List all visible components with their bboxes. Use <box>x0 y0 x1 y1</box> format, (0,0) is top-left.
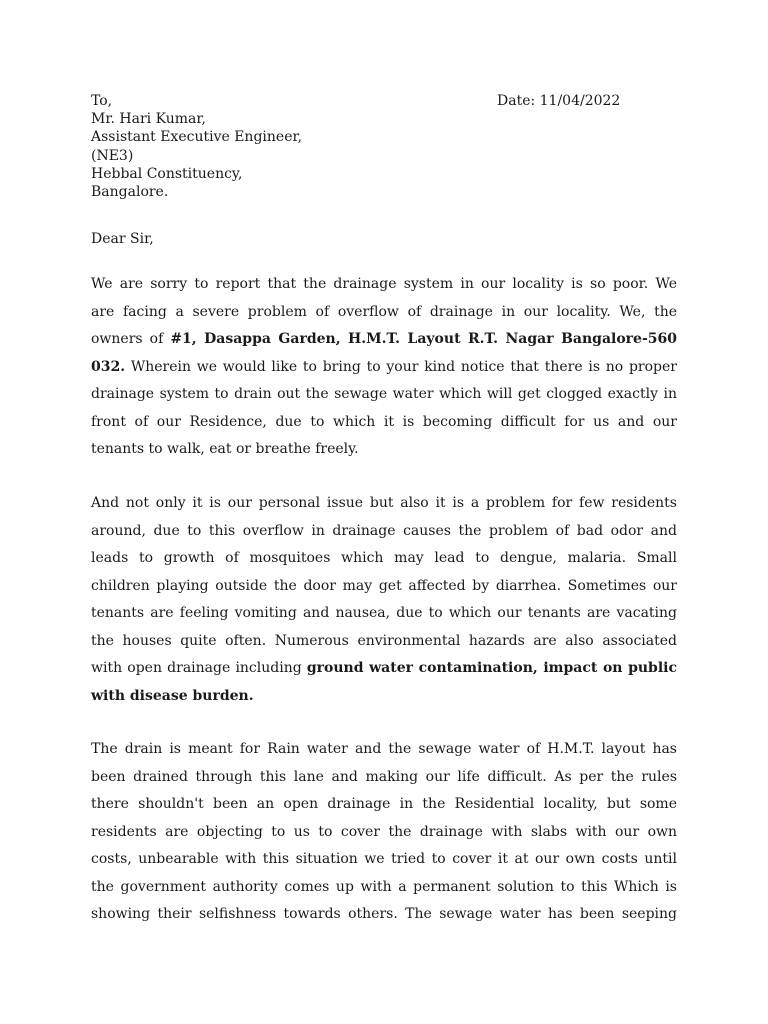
recipient-constituency: Hebbal Constituency, <box>91 165 243 182</box>
text-run: with open drainage including <box>91 660 307 676</box>
text-line: tenants to walk, eat or breathe freely. <box>91 441 359 457</box>
address-bold: #1, Dasappa Garden, H.M.T. Layout R.T. Nagar Bangalore-560 <box>170 331 677 347</box>
text-line <box>91 655 677 683</box>
text-line: with disease burden. <box>91 687 254 704</box>
text-line: residents are objecting to us to cover the drainage with slabs with our own <box>91 823 677 840</box>
recipient-address-block <box>91 92 491 201</box>
text-line: showing their selfishness towards others. The sewage water has been seeping <box>91 906 677 922</box>
text-line: costs, unbearable with this situation we tried to cover it at our own costs until <box>91 851 677 867</box>
text-line: drainage system to drain out the sewage water which will get clogged exactly in <box>91 386 677 402</box>
text-line <box>91 354 677 382</box>
pincode-bold: 032. <box>91 358 126 375</box>
paragraph-complaint-intro <box>91 271 677 464</box>
hazards-bold: ground water contamination, impact on public <box>306 660 677 676</box>
text-run: owners of <box>91 331 171 347</box>
paragraph-health-issues <box>91 490 677 710</box>
recipient-city: Bangalore. <box>91 184 169 201</box>
text-line: children playing outside the door may get affected by diarrhea. Sometimes our <box>91 577 677 594</box>
text-line: the government authority comes up with a permanent solution to this Which is <box>91 878 677 895</box>
recipient-division: (NE3) <box>91 147 134 164</box>
letter-date: Date: 11/04/2022 <box>497 93 621 109</box>
text-line: tenants are feeling vomiting and nausea, due to which our tenants are vacating <box>91 605 677 621</box>
text-line: The drain is meant for Rain water and the sewage water of H.M.T. layout has <box>91 741 677 757</box>
text-line: leads to growth of mosquitoes which may lead to dengue, malaria. Small <box>91 550 677 566</box>
text-line: there shouldn't been an open drainage in the Residential locality, but some <box>91 796 677 812</box>
recipient-title: Assistant Executive Engineer, <box>91 129 303 146</box>
text-line: been drained through this lane and making our life difficult. As per the rules <box>91 768 677 785</box>
text-line: front of our Residence, due to which it is becoming difficult for us and our <box>91 413 677 430</box>
text-line: are facing a severe problem of overflow of drainage in our locality. We, the <box>91 303 677 320</box>
text-line: And not only it is our personal issue but also it is a problem for few residents <box>91 495 677 511</box>
paragraph-drain-details <box>91 736 677 929</box>
text-line: around, due to this overflow in drainage causes the problem of bad odor and <box>91 522 677 539</box>
text-line: the houses quite often. Numerous environmental hazards are also associated <box>91 632 677 649</box>
text-line: We are sorry to report that the drainage system in our locality is so poor. We <box>91 276 677 292</box>
recipient-name: Mr. Hari Kumar, <box>91 111 206 128</box>
salutation: Dear Sir, <box>91 231 154 247</box>
text-line <box>91 326 677 354</box>
to-line: To, <box>91 93 113 109</box>
text-run: Wherein we would like to bring to your kind notice that there is no proper <box>125 358 677 375</box>
